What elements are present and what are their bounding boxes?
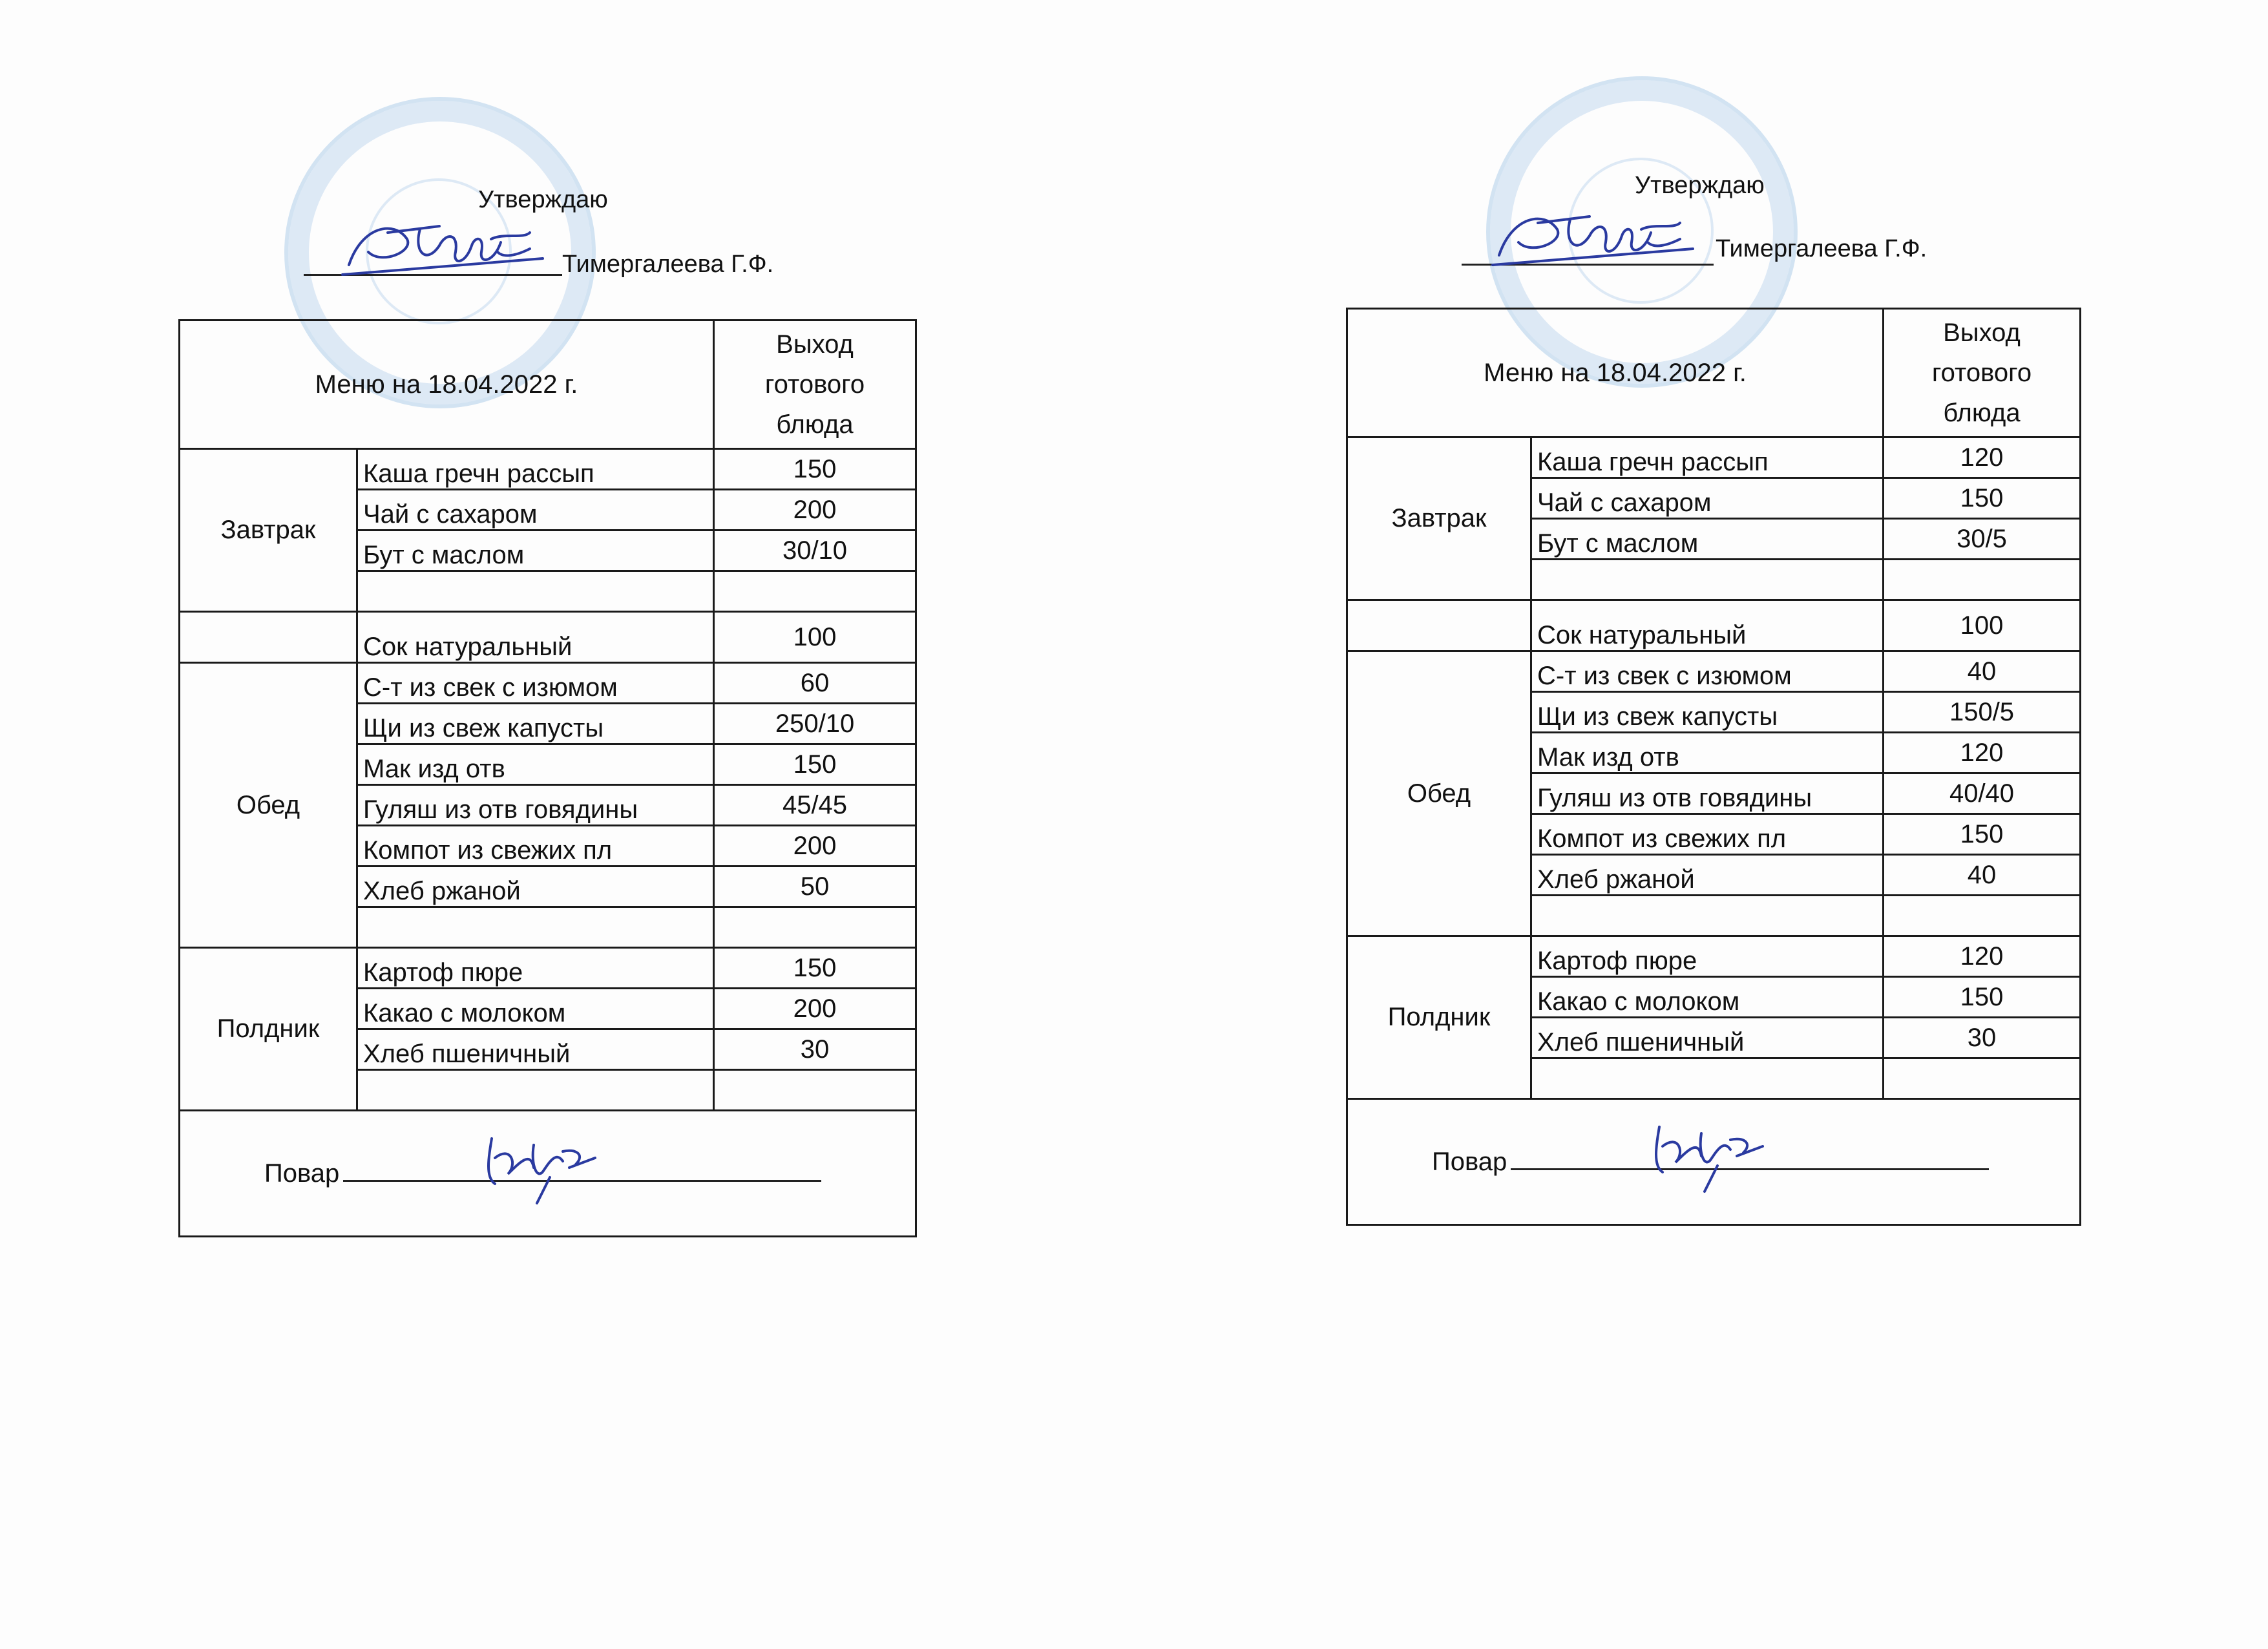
output-header-line: готового: [1931, 359, 2032, 387]
dish-output: 200: [714, 826, 916, 867]
output-header-line: блюда: [776, 410, 854, 439]
dish-output: 45/45: [714, 785, 916, 826]
cook-signature: [472, 1132, 602, 1210]
dish-name: [1531, 1058, 1884, 1099]
output-header-line: Выход: [1943, 319, 2021, 347]
dish-name: Какао с молоком: [1531, 977, 1884, 1018]
dish-output: [1884, 560, 2081, 600]
dish-name: Бут с маслом: [357, 530, 714, 571]
dish-output: 100: [1884, 600, 2081, 651]
footer-row: [180, 1111, 916, 1237]
cook-signature: [1640, 1120, 1769, 1198]
dish-output: 40: [1884, 855, 2081, 896]
cook-label: Повар: [264, 1159, 340, 1188]
dish-output: 150: [714, 449, 916, 490]
output-header-line: готового: [764, 370, 865, 399]
dish-output: 30/10: [714, 530, 916, 571]
approver-signature: [336, 213, 556, 284]
meal-label: Полдник: [1347, 936, 1531, 1099]
cook-signature-cell: [1347, 1099, 2081, 1225]
cook-sign-line: [1511, 1149, 1989, 1170]
dish-name: С-т из свек с изюмом: [357, 663, 714, 704]
meal-label: [180, 612, 357, 663]
dish-output: 100: [714, 612, 916, 663]
dish-name: [1531, 560, 1884, 600]
dish-name: [357, 1070, 714, 1111]
table-row: [1347, 936, 2081, 977]
approver-name: Тимергалеева Г.Ф.: [562, 251, 774, 278]
menu-table: [1346, 308, 2081, 1226]
dish-output: 40/40: [1884, 773, 2081, 814]
dish-name: Компот из свежих пл: [357, 826, 714, 867]
dish-name: Какао с молоком: [357, 989, 714, 1029]
dish-name: Сок натуральный: [1531, 600, 1884, 651]
dish-name: Хлеб ржаной: [357, 867, 714, 907]
meal-label: Обед: [1347, 651, 1531, 936]
dish-name: Каша гречн рассып: [1531, 437, 1884, 478]
dish-name: Бут с маслом: [1531, 519, 1884, 560]
dish-output: [1884, 1058, 2081, 1099]
dish-name: Гуляш из отв говядины: [1531, 773, 1884, 814]
approve-label: Утверждаю: [1635, 172, 1765, 199]
meal-label: Обед: [180, 663, 357, 948]
output-column-header: [1884, 309, 2081, 437]
meal-label: Завтрак: [1347, 437, 1531, 600]
dish-name: Чай с сахаром: [357, 490, 714, 530]
dish-name: Чай с сахаром: [1531, 478, 1884, 519]
dish-name: Каша гречн рассып: [357, 449, 714, 490]
output-header-line: блюда: [1943, 399, 2021, 427]
dish-output: 250/10: [714, 704, 916, 744]
table-row: [180, 449, 916, 490]
output-column-header: [714, 320, 916, 449]
dish-output: [1884, 896, 2081, 936]
meal-label: Завтрак: [180, 449, 357, 612]
dish-name: Хлеб пшеничный: [357, 1029, 714, 1070]
table-row: [1347, 600, 2081, 651]
cook-sign-line: [343, 1161, 821, 1182]
table-row: [1347, 651, 2081, 692]
dish-output: 50: [714, 867, 916, 907]
footer-row: [1347, 1099, 2081, 1225]
dish-name: Щи из свеж капусты: [1531, 692, 1884, 733]
table-row: [1347, 437, 2081, 478]
cook-signature-cell: [180, 1111, 916, 1237]
dish-name: [357, 571, 714, 612]
dish-name: Компот из свежих пл: [1531, 814, 1884, 855]
dish-name: Картоф пюре: [357, 948, 714, 989]
dish-output: 120: [1884, 936, 2081, 977]
dish-output: 30/5: [1884, 519, 2081, 560]
dish-name: Картоф пюре: [1531, 936, 1884, 977]
dish-output: [714, 1070, 916, 1111]
dish-output: 30: [1884, 1018, 2081, 1058]
dish-name: Хлеб пшеничный: [1531, 1018, 1884, 1058]
dish-output: 150: [1884, 977, 2081, 1018]
dish-name: Хлеб ржаной: [1531, 855, 1884, 896]
approve-label: Утверждаю: [478, 186, 608, 213]
dish-name: С-т из свек с изюмом: [1531, 651, 1884, 692]
dish-output: 120: [1884, 437, 2081, 478]
output-header-line: Выход: [776, 330, 854, 359]
dish-output: [714, 907, 916, 948]
menu-title: Меню на 18.04.2022 г.: [1347, 309, 1884, 437]
dish-output: 60: [714, 663, 916, 704]
dish-output: 150: [714, 744, 916, 785]
approver-signature: [1486, 204, 1706, 275]
dish-output: 150: [1884, 814, 2081, 855]
dish-output: 200: [714, 490, 916, 530]
dish-output: 120: [1884, 733, 2081, 773]
table-row: [180, 663, 916, 704]
header-row: [1347, 309, 2081, 437]
dish-name: Гуляш из отв говядины: [357, 785, 714, 826]
dish-output: 150: [1884, 478, 2081, 519]
dish-output: [714, 571, 916, 612]
dish-name: Мак изд отв: [1531, 733, 1884, 773]
dish-output: 150: [714, 948, 916, 989]
cook-label: Повар: [1432, 1147, 1507, 1176]
table-row: [180, 948, 916, 989]
dish-name: Щи из свеж капусты: [357, 704, 714, 744]
dish-output: 150/5: [1884, 692, 2081, 733]
approver-name: Тимергалеева Г.Ф.: [1716, 235, 1927, 262]
dish-name: [357, 907, 714, 948]
dish-name: [1531, 896, 1884, 936]
meal-label: Полдник: [180, 948, 357, 1111]
dish-name: Сок натуральный: [357, 612, 714, 663]
header-row: [180, 320, 916, 449]
dish-name: Мак изд отв: [357, 744, 714, 785]
table-row: [180, 612, 916, 663]
menu-table: [178, 319, 917, 1237]
dish-output: 40: [1884, 651, 2081, 692]
dish-output: 200: [714, 989, 916, 1029]
meal-label: [1347, 600, 1531, 651]
menu-title: Меню на 18.04.2022 г.: [180, 320, 714, 449]
dish-output: 30: [714, 1029, 916, 1070]
